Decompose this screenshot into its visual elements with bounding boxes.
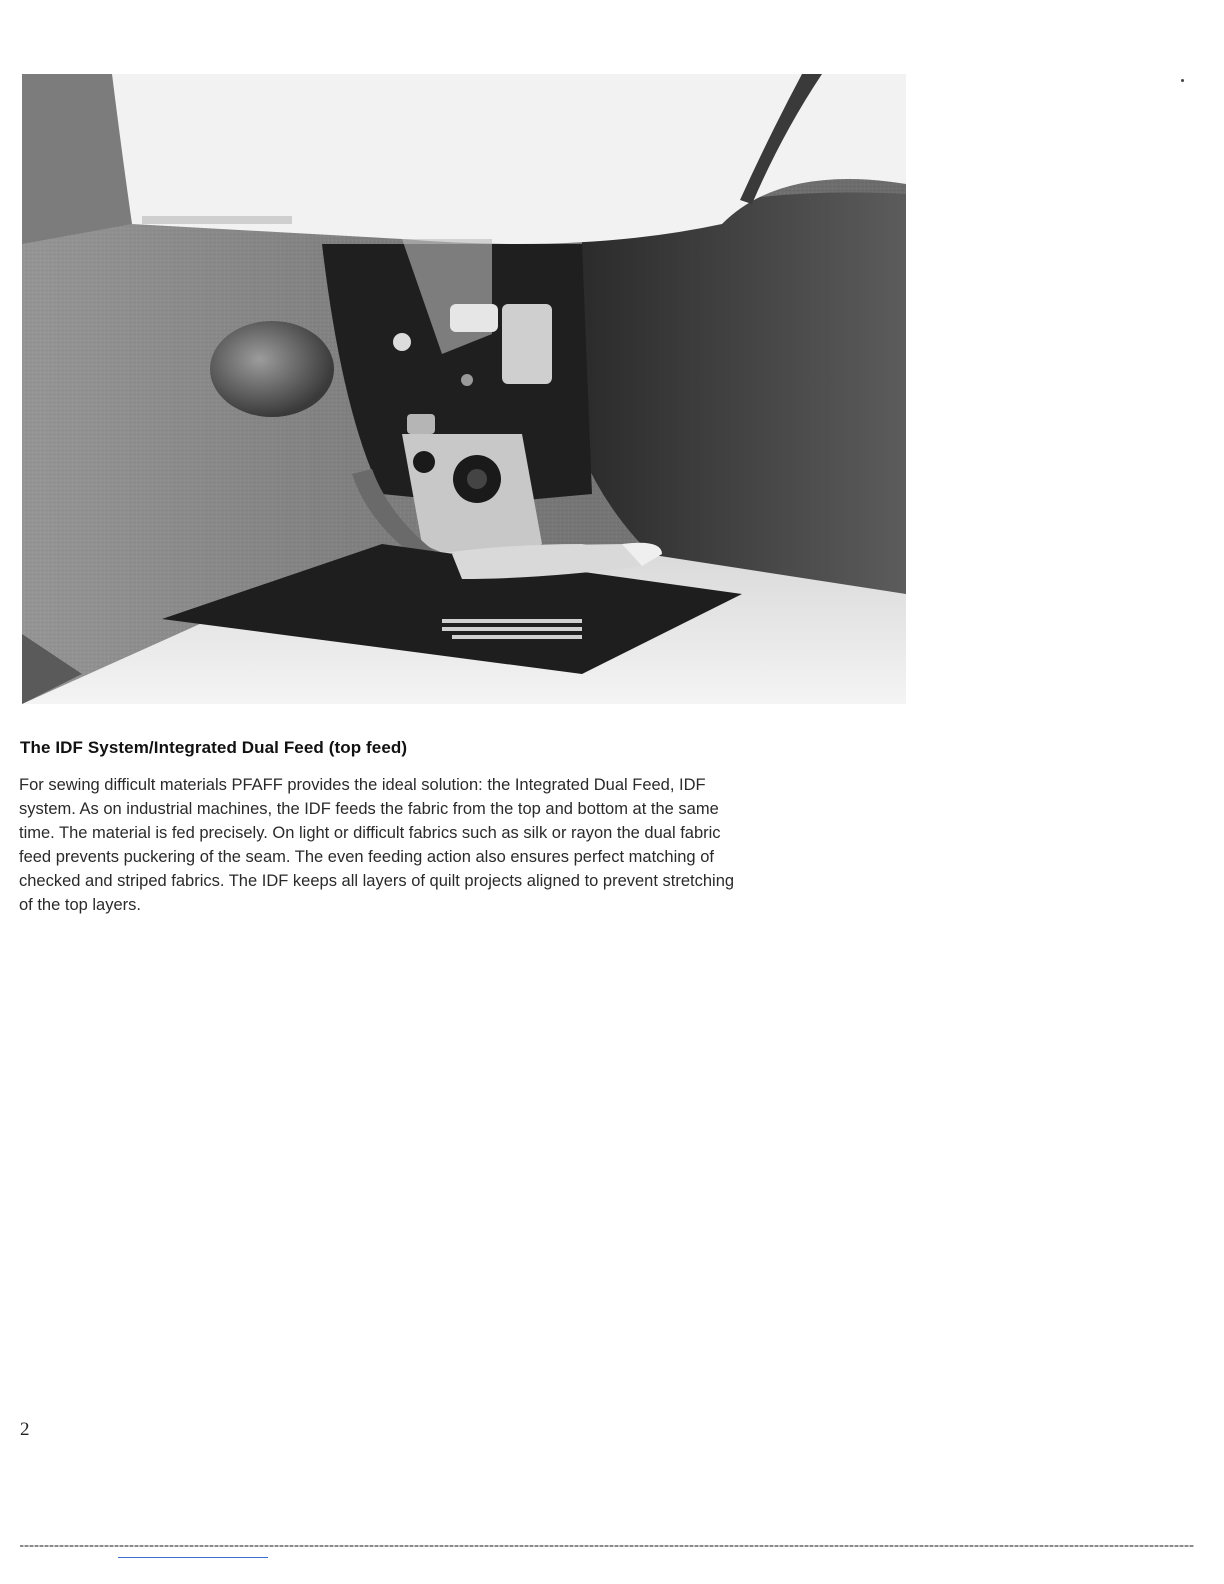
body-line: For sewing difficult materials PFAFF provides the ideal solution: the Integrated Dual Feed, IDF [19, 776, 706, 794]
scan-edge-line [20, 1545, 1194, 1547]
section-body [19, 773, 899, 917]
scan-speck [1181, 79, 1184, 82]
body-line: checked and striped fabrics. The IDF keeps all layers of quilt projects aligned to prevent stretching [19, 872, 735, 890]
body-line: time. The material is fed precisely. On light or difficult fabrics such as silk or rayon the dual fabric [19, 824, 721, 842]
body-line: of the top layers. [19, 896, 141, 914]
body-line: system. As on industrial machines, the IDF feeds the fabric from the top and bottom at the same [19, 800, 719, 818]
section-title: The IDF System/Integrated Dual Feed (top feed) [20, 738, 408, 757]
sewing-machine-photo [22, 74, 906, 704]
page-number: 2 [20, 1419, 30, 1440]
footer-rule [118, 1557, 268, 1558]
sewing-machine-presser-foot-icon [22, 74, 906, 704]
body-line: feed prevents puckering of the seam. The even feeding action also ensures perfect matching of [19, 848, 714, 866]
